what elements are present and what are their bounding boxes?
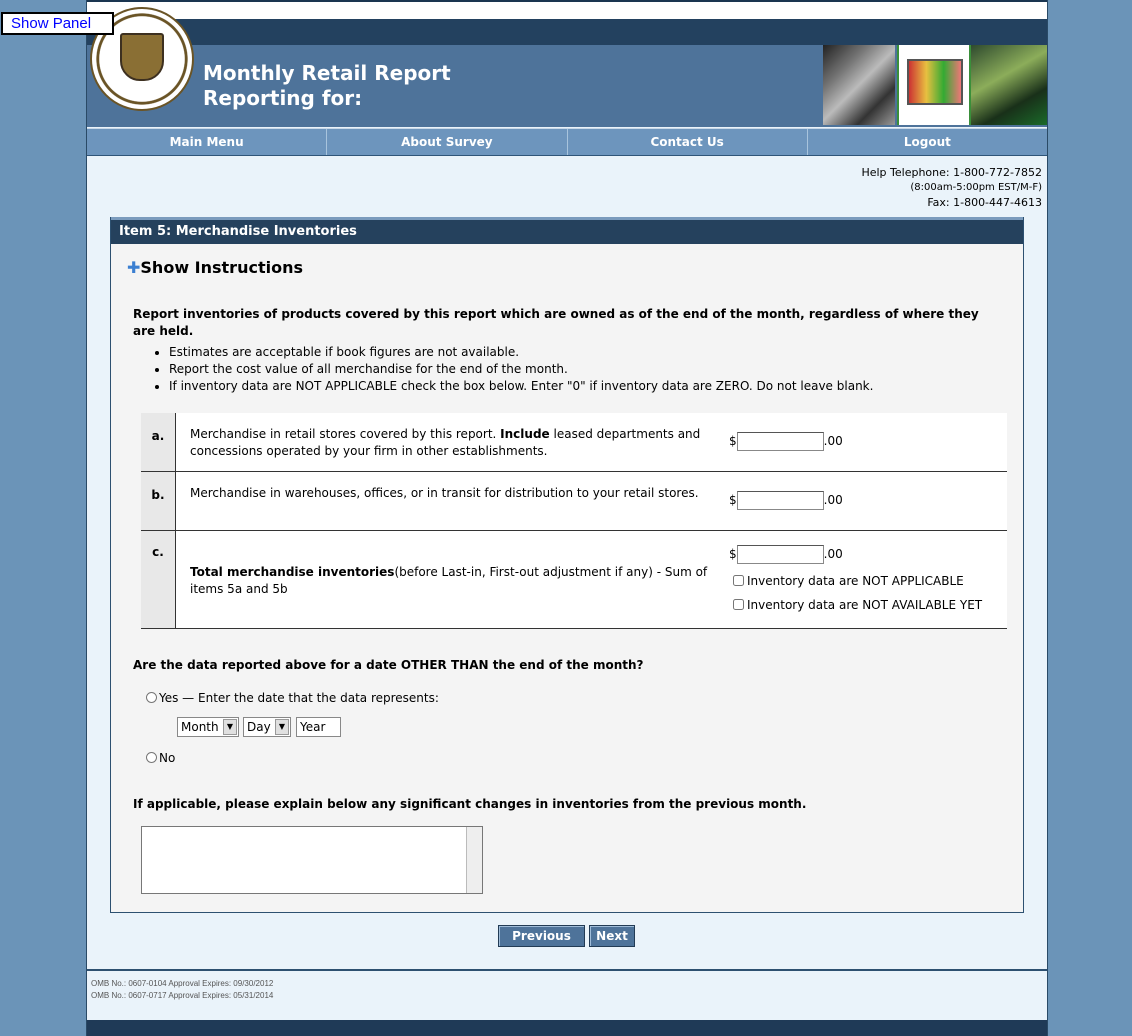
item-c-description: [190, 564, 710, 598]
explain-textarea[interactable]: [141, 826, 483, 894]
item-b-row: [141, 472, 1007, 531]
date-yes-label: Yes — Enter the date that the data represents:: [159, 691, 439, 705]
header-banner: [87, 19, 1047, 127]
intro-text: Report inventories of products covered by this report which are owned as of the end of the month, regardless of where they are held.: [133, 307, 979, 338]
next-button[interactable]: Next: [589, 925, 635, 947]
dropdown-arrow-icon: ▼: [223, 719, 237, 735]
previous-button[interactable]: Previous: [498, 925, 585, 947]
show-instructions-label: Show Instructions: [140, 258, 303, 277]
section-title: Item 5: Merchandise Inventories: [111, 217, 1023, 244]
month-select[interactable]: [177, 717, 239, 737]
textarea-scrollbar[interactable]: [466, 827, 482, 893]
item-c-row: [141, 531, 1007, 629]
item-b-label: b.: [141, 472, 176, 530]
explain-question: If applicable, please explain below any significant changes in inventories from the previous month.: [133, 797, 807, 811]
date-no-radio[interactable]: [146, 752, 157, 763]
item-a-amount-input[interactable]: [737, 432, 824, 451]
day-select-value: Day: [247, 720, 271, 734]
top-strip: [87, 0, 1047, 21]
item-c-label: c.: [141, 531, 176, 628]
not-applicable-label: Inventory data are NOT APPLICABLE: [747, 574, 964, 588]
date-question: Are the data reported above for a date OTHER THAN the end of the month?: [133, 658, 644, 672]
item-a-bold: Include: [500, 427, 550, 441]
instruction-bullets: [151, 344, 873, 395]
year-input-placeholder: Year: [300, 720, 326, 734]
seal-shield-icon: [120, 33, 164, 81]
date-no-label: No: [159, 751, 176, 765]
date-no-option: [146, 751, 175, 765]
item-a-amount: [729, 432, 843, 451]
show-panel-button[interactable]: Show Panel: [1, 12, 114, 35]
item-5-section: [110, 217, 1024, 913]
banner-band: [87, 19, 1047, 45]
shopping-cart-icon: [907, 59, 963, 105]
not-applicable-option: [733, 574, 964, 588]
item-b-description: Merchandise in warehouses, offices, or in transit for distribution to your retail stores.: [190, 486, 699, 500]
banner-photo-cart: [897, 45, 971, 125]
item-a-description: [190, 426, 710, 460]
not-available-checkbox[interactable]: [733, 599, 744, 610]
title-line-1: Monthly Retail Report: [203, 61, 451, 85]
page-container: [86, 0, 1048, 1036]
cents-suffix: .00: [823, 493, 843, 507]
help-hours: (8:00am-5:00pm EST/M-F): [910, 182, 1042, 193]
item-b-amount: [729, 491, 843, 510]
help-telephone: Help Telephone: 1-800-772-7852: [861, 166, 1042, 179]
nav-logout[interactable]: Logout: [903, 135, 951, 149]
date-yes-option: [146, 691, 439, 705]
omb-line-1: OMB No.: 0607-0104 Approval Expires: 09/30/2012: [91, 979, 274, 988]
cents-suffix: .00: [823, 434, 843, 448]
show-instructions-toggle[interactable]: [127, 258, 303, 277]
help-contact-info: [861, 165, 1042, 210]
item-c-text: (before Last-in, First-out adjustment if any) - Sum of items 5a and 5b: [190, 565, 708, 596]
item-b-amount-input[interactable]: [737, 491, 824, 510]
item-a-row: [141, 413, 1007, 472]
not-applicable-checkbox[interactable]: [733, 575, 744, 586]
nav-main-menu[interactable]: Main Menu: [87, 129, 327, 155]
item-a-text: Merchandise in retail stores covered by this report.: [190, 427, 501, 441]
dropdown-arrow-icon: ▼: [275, 719, 289, 735]
item-a-text-post: leased departments and concessions operated by your firm in other establishments.: [190, 427, 701, 458]
item-c-bold: Total merchandise inventories: [190, 565, 395, 579]
omb-line-2: OMB No.: 0607-0717 Approval Expires: 05/31/2014: [91, 991, 274, 1000]
date-yes-radio[interactable]: [146, 692, 157, 703]
plus-icon: ✚: [127, 258, 141, 277]
nav-about-survey[interactable]: About Survey: [327, 129, 567, 155]
month-select-value: Month: [181, 720, 219, 734]
bullet-item: • If inventory data are NOT APPLICABLE check the box below. Enter "0" if inventory data are ZERO. Do not leave blank.: [169, 378, 873, 395]
dollar-sign: $: [729, 493, 737, 507]
inventory-items-table: [141, 413, 1007, 629]
not-available-option: [733, 598, 982, 612]
footer-divider: [87, 969, 1047, 971]
item-c-amount: [729, 545, 843, 564]
banner-photo-fuel: [971, 45, 1047, 125]
banner-photo-money: [823, 45, 895, 125]
bullet-item: • Estimates are acceptable if book figures are not available.: [169, 344, 873, 361]
item-c-amount-input[interactable]: [737, 545, 824, 564]
not-available-label: Inventory data are NOT AVAILABLE YET: [747, 598, 983, 612]
title-line-2: Reporting for:: [203, 86, 363, 110]
day-select[interactable]: [243, 717, 291, 737]
item-a-label: a.: [141, 413, 176, 471]
cents-suffix: .00: [823, 547, 843, 561]
dollar-sign: $: [729, 547, 737, 561]
main-nav: [87, 128, 1047, 156]
year-input[interactable]: [296, 717, 341, 737]
bullet-item: • Report the cost value of all merchandise for the end of the month.: [169, 361, 873, 378]
footer-bar: [87, 1020, 1047, 1036]
nav-contact-us[interactable]: Contact Us: [568, 129, 808, 155]
omb-info: [91, 978, 273, 1002]
page-title: [203, 61, 451, 111]
help-fax: Fax: 1-800-447-4613: [927, 196, 1042, 209]
dollar-sign: $: [729, 434, 737, 448]
